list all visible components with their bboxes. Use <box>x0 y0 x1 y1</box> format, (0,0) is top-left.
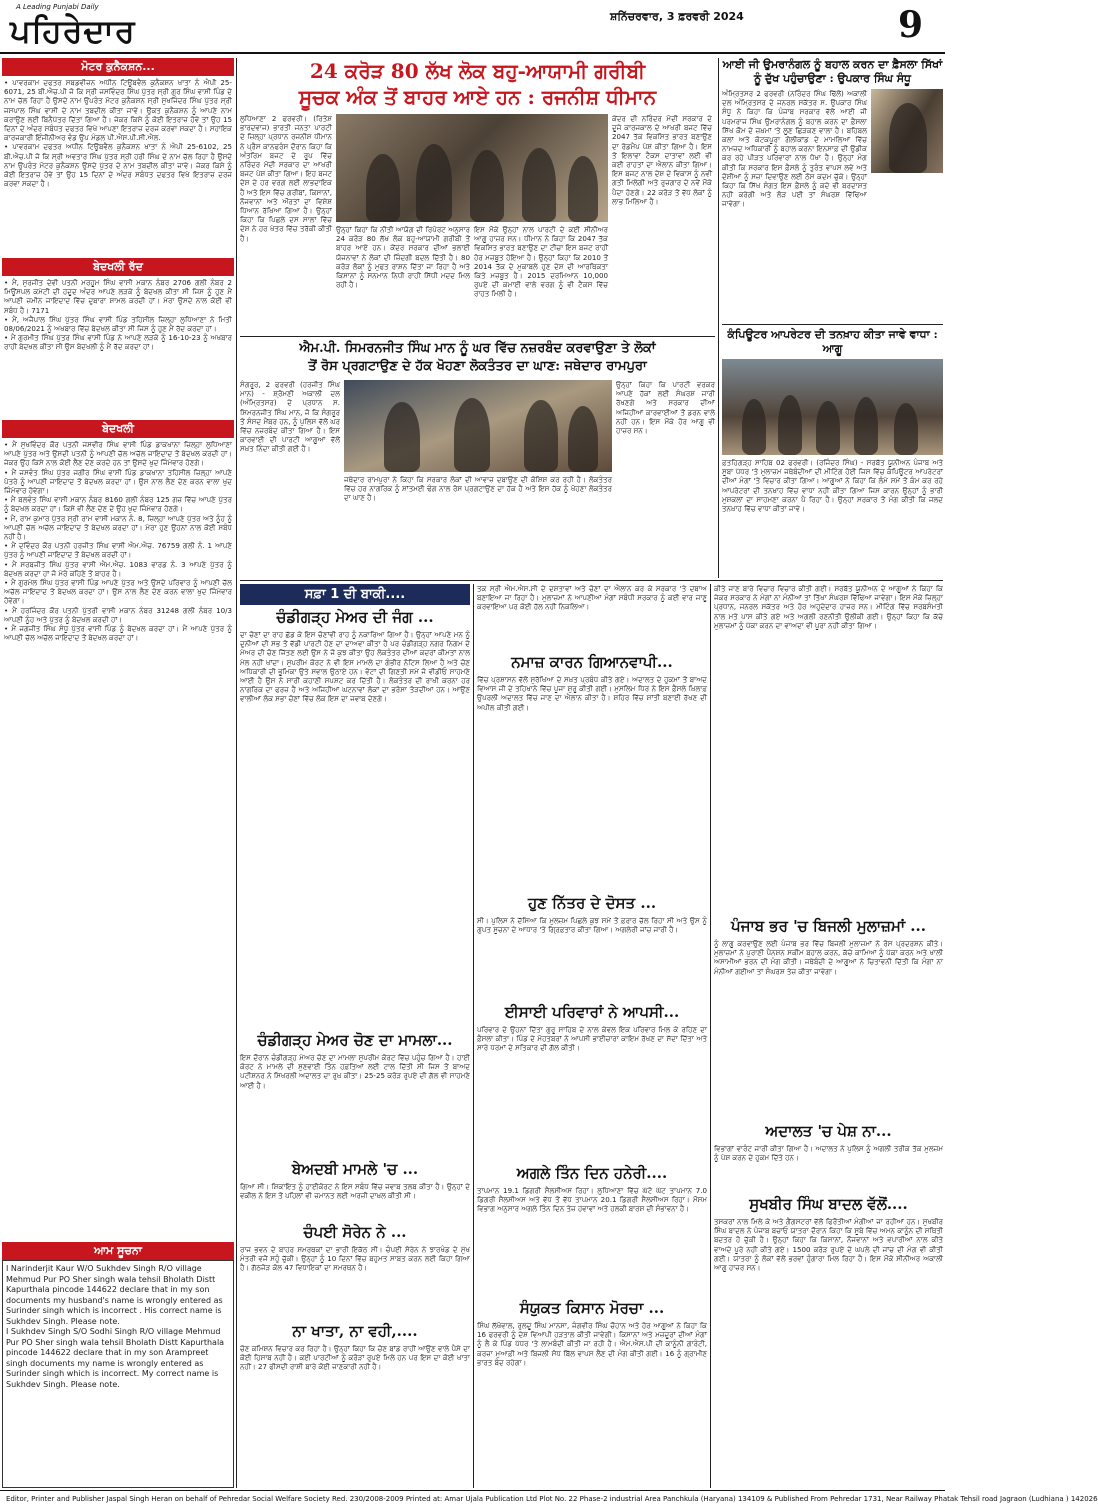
divider <box>240 580 943 581</box>
cont-skm-body: ਸਿੰਘ ਲੱਖੋਵਾਲ, ਰੁਲਦੂ ਸਿੰਘ ਮਾਨਸਾ, ਜੰਗਵੀਰ ਸਿੰਘ ਚੌਹਾਨ ਅਤੇ ਹੋਰ ਆਗੂਆਂ ਨੇ ਕਿਹਾ ਕਿ 16 ਫਰਵਰੀ ਨੂੰ ਦੇਸ਼ ਵਿਆਪੀ ਹੜਤਾਲ ਕੀਤੀ ਜਾਵੇਗੀ। ਕਿਸਾਨਾਂ ਅਤੇ ਮਜ਼ਦੂਰਾਂ ਦੀਆਂ ਮੰਗਾਂ ਨੂੰ ਲੈ ਕੇ ਪਿੰਡ ਪੱਧਰ 'ਤੇ ਲਾਮਬੰਦੀ ਕੀਤੀ ਜਾ ਰਹੀ ਹੈ। ਐਮ.ਐਸ.ਪੀ ਦੀ ਕਾਨੂੰਨੀ ਗਾਰੰਟੀ, ਕਰਜ਼ਾ ਮੁਆਫ਼ੀ ਅਤੇ ਬਿਜਲੀ ਸੋਧ ਬਿੱਲ ਵਾਪਸ ਲੈਣ ਦੀ ਮੰਗ ਕੀਤੀ ਗਈ। 16 ਨੂੰ ਗ੍ਰਾਮੀਣ ਭਾਰਤ ਬੰਦ ਰਹੇਗਾ। <box>477 1321 707 1367</box>
cont-weather-body: ਤਾਪਮਾਨ 19.1 ਡਿਗਰੀ ਸੈਲਸੀਅਸ ਰਿਹਾ। ਲੁਧਿਆਣਾ ਵਿੱਚ ਘੱਟੋ ਘੱਟ ਤਾਪਮਾਨ 7.0 ਡਿਗਰੀ ਸੈਲਸੀਅਸ ਅਤੇ ਵੱਧ ਤੋਂ ਵੱਧ ਤਾਪਮਾਨ 20.1 ਡਿਗਰੀ ਸੈਲਸੀਅਸ ਰਿਹਾ। ਮੌਸਮ ਵਿਭਾਗ ਅਨੁਸਾਰ ਅਗਲੇ ਤਿੰਨ ਦਿਨ ਤੇਜ਼ ਹਵਾਵਾਂ ਅਤੇ ਹਲਕੀ ਬਾਰਸ਼ ਦੀ ਸੰਭਾਵਨਾ ਹੈ। <box>477 1186 707 1214</box>
continued-middle <box>477 584 707 1488</box>
cont-champai-body: ਰਾਜ ਭਵਨ ਦੇ ਬਾਹਰ ਸਮਰਥਕਾਂ ਦਾ ਭਾਰੀ ਇਕੱਠ ਸੀ। ਚੰਪਈ ਸੋਰੇਨ ਨੇ ਝਾਰਖੰਡ ਦੇ ਮੁੱਖ ਮੰਤਰੀ ਵਜੋਂ ਸਹੁੰ ਚੁੱਕੀ। ਉਨ੍ਹਾਂ ਨੂੰ 10 ਦਿਨਾਂ ਵਿੱਚ ਬਹੁਮਤ ਸਾਬਤ ਕਰਨ ਲਈ ਕਿਹਾ ਗਿਆ ਹੈ। ਗੱਠਜੋੜ ਕੋਲ 47 ਵਿਧਾਇਕਾਂ ਦਾ ਸਮਰਥਨ ਹੈ। <box>240 1245 470 1273</box>
dateline: ਸ਼ਨਿੱਚਰਵਾਰ, 3 ਫ਼ਰਵਰੀ 2024 <box>610 10 744 23</box>
cont-sukhbir-body: ਤਸਕਰਾਂ ਨਾਲ ਮਿਲੇ ਕੇ ਅਤੇ ਗੈਂਗਸਟਰਾਂ ਵੱਲੋਂ ਫਿਰੌਤੀਆਂ ਮੰਗੀਆਂ ਜਾ ਰਹੀਆਂ ਹਨ। ਸੁਖਬੀਰ ਸਿੰਘ ਬਾਦਲ ਨੇ ਪੰਜਾਬ ਬਚਾਓ ਯਾਤਰਾ ਦੌਰਾਨ ਕਿਹਾ ਕਿ ਸੂਬੇ ਵਿੱਚ ਅਮਨ ਕਾਨੂੰਨ ਦੀ ਸਥਿਤੀ ਬਦਤਰ ਹੋ ਚੁੱਕੀ ਹੈ। ਉਨ੍ਹਾਂ ਕਿਹਾ ਕਿ ਕਿਸਾਨਾਂ, ਨੌਜਵਾਨਾਂ ਅਤੇ ਵਪਾਰੀਆਂ ਨਾਲ ਕੀਤੇ ਵਾਅਦੇ ਪੂਰੇ ਨਹੀਂ ਕੀਤੇ ਗਏ। 1500 ਕਰੋੜ ਰੁਪਏ ਦੇ ਘਪਲੇ ਦੀ ਜਾਂਚ ਦੀ ਮੰਗ ਵੀ ਕੀਤੀ ਗਈ। ਯਾਤਰਾ ਨੂੰ ਲੋਕਾਂ ਵੱਲੋਂ ਭਰਵਾਂ ਹੁੰਗਾਰਾ ਮਿਲ ਰਿਹਾ ਹੈ। ਇਸ ਮੌਕੇ ਸੀਨੀਅਰ ਅਕਾਲੀ ਆਗੂ ਹਾਜ਼ਰ ਸਨ। <box>714 1217 943 1273</box>
operator-body: ਫ਼ਤਹਿਗੜ੍ਹ ਸਾਹਿਬ 02 ਫਰਵਰੀ। (ਰਜਿੰਦਰ ਸਿੰਘ) - ਸਰਬੱਤ ਯੂਨੀਅਨ ਪੰਜਾਬ ਅਤੇ ਸੂਬਾ ਪੱਧਰ 'ਤੇ ਮੁਲਾਜ਼ਮ ਜਥੇਬੰਦੀਆਂ ਦੀ ਮੀਟਿੰਗ ਹੋਈ ਜਿਸ ਵਿੱਚ ਕੰਪਿਊਟਰ ਆਪਰੇਟਰਾਂ ਦੀਆਂ ਮੰਗਾਂ 'ਤੇ ਵਿਚਾਰ ਕੀਤਾ ਗਿਆ। ਆਗੂਆਂ ਨੇ ਕਿਹਾ ਕਿ ਲੰਮੇ ਸਮੇਂ ਤੋਂ ਕੰਮ ਕਰ ਰਹੇ ਆਪਰੇਟਰਾਂ ਦੀ ਤਨਖ਼ਾਹ ਵਿੱਚ ਵਾਧਾ ਨਹੀਂ ਕੀਤਾ ਗਿਆ ਜਿਸ ਕਾਰਨ ਉਨ੍ਹਾਂ ਨੂੰ ਭਾਰੀ ਮੁਸ਼ਕਲਾਂ ਦਾ ਸਾਹਮਣਾ ਕਰਨਾ ਪੈ ਰਿਹਾ ਹੈ। ਉਨ੍ਹਾਂ ਸਰਕਾਰ ਤੋਂ ਮੰਗ ਕੀਤੀ ਕਿ ਜਲਦ ਤਨਖ਼ਾਹ ਵਿੱਚ ਵਾਧਾ ਕੀਤਾ ਜਾਵੇ। <box>722 458 943 514</box>
story2-body-col1: ਸੰਗਰੂਰ, 2 ਫਰਵਰੀ (ਹਰਜੀਤ ਸਿੰਘ ਮਾਨ) - ਸ਼੍ਰੋਮਣੀ ਅਕਾਲੀ ਦਲ (ਅੰਮ੍ਰਿਤਸਰ) ਦੇ ਪ੍ਰਧਾਨ ਸ. ਸਿਮਰਨਜੀਤ ਸਿੰਘ ਮਾਨ, ਜੋ ਕਿ ਸੰਗਰੂਰ ਤੋਂ ਸੰਸਦ ਮੈਂਬਰ ਹਨ, ਨੂੰ ਪੁਲਿਸ ਵੱਲੋਂ ਘਰ ਵਿੱਚ ਨਜ਼ਰਬੰਦ ਕੀਤਾ ਗਿਆ ਹੈ। ਇਸ ਕਾਰਵਾਈ ਦੀ ਪਾਰਟੀ ਆਗੂਆਂ ਵੱਲੋਂ ਸਖ਼ਤ ਨਿੰਦਾ ਕੀਤੀ ਗਈ ਹੈ। <box>240 380 340 454</box>
section-title-eviction-cancelled: ਬੇਦਖਲੀ ਰੱਦ <box>2 258 234 276</box>
story2-photo <box>344 380 612 472</box>
column-divider <box>473 584 474 1488</box>
left-classifieds-column <box>2 58 234 1488</box>
lead-story <box>240 58 715 334</box>
cont-mayor-election-body: ਇਸ ਦੌਰਾਨ ਚੰਡੀਗੜ੍ਹ ਮੇਅਰ ਚੋਣ ਦਾ ਮਾਮਲਾ ਸੁਪਰੀਮ ਕੋਰਟ ਵਿੱਚ ਪਹੁੰਚ ਗਿਆ ਹੈ। ਹਾਈ ਕੋਰਟ ਨੇ ਮਾਮਲੇ ਦੀ ਸੁਣਵਾਈ ਤਿੰਨ ਹਫ਼ਤਿਆਂ ਲਈ ਟਾਲ ਦਿੱਤੀ ਸੀ ਜਿਸ ਤੋਂ ਬਾਅਦ ਪਟੀਸ਼ਨਰ ਨੇ ਸਿਖਰਲੀ ਅਦਾਲਤ ਦਾ ਰੁਖ਼ ਕੀਤਾ। 25-25 ਕਰੋੜ ਰੁਪਏ ਦੀ ਗੱਲ ਵੀ ਸਾਹਮਣੇ ਆਈ ਹੈ। <box>240 1053 470 1090</box>
column-divider <box>718 58 719 578</box>
cont-christian-body: ਪਰਿਵਾਰ ਦੇ ਉਹਨਾਂ ਦਿੱਤਾ ਗੁਰੂ ਸਾਹਿਬ ਦੇ ਨਾਲ ਕੇਵਲ ਇਕ ਪਰਿਵਾਰ ਮਿਲ ਕੇ ਰਹਿਣ ਦਾ ਫ਼ੈਸਲਾ ਕੀਤਾ। ਪਿੰਡ ਦੇ ਮੋਹਤਬਰਾਂ ਨੇ ਆਪਸੀ ਭਾਈਚਾਰਾ ਕਾਇਮ ਰੱਖਣ ਦਾ ਸੱਦਾ ਦਿੱਤਾ ਅਤੇ ਸਾਰੇ ਧਰਮਾਂ ਦੇ ਸਤਿਕਾਰ ਦੀ ਗੱਲ ਕੀਤੀ। <box>477 1025 707 1053</box>
masthead <box>0 0 945 54</box>
lead-headline-line2: ਸੂਚਕ ਅੰਕ ਤੋਂ ਬਾਹਰ ਆਏ ਹਨ : ਰਜਨੀਸ਼ ਧੀਮਾਨ <box>298 85 657 109</box>
cont-skm-title: ਸੰਯੁਕਤ ਕਿਸਾਨ ਮੋਰਚਾ ... <box>519 1299 665 1317</box>
cont-mayor-election-title: ਚੰਡੀਗੜ੍ਹ ਮੇਅਰ ਚੋਣ ਦਾ ਮਾਮਲਾ... <box>257 1031 453 1049</box>
protest-photo <box>722 359 943 455</box>
lead-headline-line1: 24 ਕਰੋੜ 80 ਲੱਖ ਲੋਕ ਬਹੁ-ਆਯਾਮੀ ਗਰੀਬੀ <box>309 59 646 83</box>
lead-body-col3: ਇਸ ਮੌਕੇ ਉਨ੍ਹਾਂ ਨਾਲ ਪਾਰਟੀ ਦੇ ਕਈ ਸੀਨੀਅਰ ਆਗੂ ਹਾਜ਼ਰ ਸਨ। ਧੀਮਾਨ ਨੇ ਕਿਹਾ ਕਿ 2047 ਤੱਕ ਵਿਕਸਿਤ ਭਾਰਤ ਬਣਾਉਣ ਦਾ ਟੀਚਾ ਇਸ ਬਜਟ ਰਾਹੀਂ ਹੋਰ ਮਜ਼ਬੂਤ ਹੋਇਆ ਹੈ। ਉਨ੍ਹਾਂ ਕਿਹਾ ਕਿ 2010 ਤੋਂ 2014 ਤੱਕ ਦੇ ਮੁਕਾਬਲੇ ਹੁਣ ਦੇਸ਼ ਦੀ ਆਰਥਿਕਤਾ ਕਿਤੇ ਮਜ਼ਬੂਤ ਹੈ। 2015 ਦਰਮਿਆਨ 10,000 ਰੁਪਏ ਦੀ ਕਮਾਈ ਵਾਲੇ ਵਰਗ ਨੂੰ ਵੀ ਟੈਕਸ ਵਿੱਚ ਰਾਹਤ ਮਿਲੀ ਹੈ। <box>474 225 608 299</box>
umranangal-body: ਅੰਮ੍ਰਿਤਸਰ 2 ਫਰਵਰੀ (ਨਰਿੰਦਰ ਸਿੰਘ ਢਿੱਲੋਂ) ਅਕਾਲੀ ਦਲ ਅੰਮ੍ਰਿਤਸਰ ਦੇ ਜਨਰਲ ਸਕੱਤਰ ਸ. ਉਪਕਾਰ ਸਿੰਘ ਸੰਧੂ ਨੇ ਕਿਹਾ ਕਿ ਪੰਜਾਬ ਸਰਕਾਰ ਵੱਲੋਂ ਆਈ ਜੀ ਪਰਮਰਾਜ ਸਿੰਘ ਉਮਰਾਨੰਗਲ ਨੂੰ ਬਹਾਲ ਕਰਨ ਦਾ ਫ਼ੈਸਲਾ ਸਿੱਖ ਕੌਮ ਦੇ ਜ਼ਖ਼ਮਾਂ 'ਤੇ ਲੂਣ ਛਿੜਕਣ ਵਾਲਾ ਹੈ। ਬਹਿਬਲ ਕਲਾਂ ਅਤੇ ਕੋਟਕਪੂਰਾ ਗੋਲੀਕਾਂਡ ਦੇ ਮਾਮਲਿਆਂ ਵਿੱਚ ਨਾਮਜ਼ਦ ਅਧਿਕਾਰੀ ਨੂੰ ਬਹਾਲ ਕਰਨਾ ਇਨਸਾਫ਼ ਦੀ ਉਡੀਕ ਕਰ ਰਹੇ ਪੀੜਤ ਪਰਿਵਾਰਾਂ ਨਾਲ ਧੋਖਾ ਹੈ। ਉਨ੍ਹਾਂ ਮੰਗ ਕੀਤੀ ਕਿ ਸਰਕਾਰ ਇਸ ਫ਼ੈਸਲੇ ਨੂੰ ਤੁਰੰਤ ਵਾਪਸ ਲਵੇ ਅਤੇ ਦੋਸ਼ੀਆਂ ਨੂੰ ਸਜ਼ਾ ਦਿਵਾਉਣ ਲਈ ਠੋਸ ਕਦਮ ਚੁੱਕੇ। ਉਨ੍ਹਾਂ ਕਿਹਾ ਕਿ ਸਿੱਖ ਸੰਗਤ ਇਸ ਫ਼ੈਸਲੇ ਨੂੰ ਕਦੇ ਵੀ ਬਰਦਾਸ਼ਤ ਨਹੀਂ ਕਰੇਗੀ ਅਤੇ ਲੋੜ ਪਈ ਤਾਂ ਸੰਘਰਸ਼ ਵਿੱਢਿਆ ਜਾਵੇਗਾ। <box>722 89 867 209</box>
cont-electoral-title: ਨਾ ਖਾਤਾ, ਨਾ ਵਹੀ,.... <box>292 1322 418 1340</box>
logo-tagline: A Leading Punjabi Daily <box>16 3 99 11</box>
cont-union-body: ਕੀਤੇ ਜਾਣ ਬਾਰੇ ਵਿਚਾਰ ਵਿਚਾਰ ਕੀਤੀ ਗਈ। ਸਰਬੱਤ ਯੂਨੀਅਨ ਦੇ ਆਗੂਆਂ ਨੇ ਕਿਹਾ ਕਿ ਜੇਕਰ ਸਰਕਾਰ ਨੇ ਮੰਗਾਂ ਨਾ ਮੰਨੀਆਂ ਤਾਂ ਤਿੱਖਾ ਸੰਘਰਸ਼ ਵਿੱਢਿਆ ਜਾਵੇਗਾ। ਇਸ ਮੌਕੇ ਜ਼ਿਲ੍ਹਾ ਪ੍ਰਧਾਨ, ਜਨਰਲ ਸਕੱਤਰ ਅਤੇ ਹੋਰ ਅਹੁਦੇਦਾਰ ਹਾਜ਼ਰ ਸਨ। ਮੀਟਿੰਗ ਵਿੱਚ ਸਰਬਸੰਮਤੀ ਨਾਲ ਮਤੇ ਪਾਸ ਕੀਤੇ ਗਏ ਅਤੇ ਅਗਲੀ ਰਣਨੀਤੀ ਉਲੀਕੀ ਗਈ। ਉਨ੍ਹਾਂ ਕਿਹਾ ਕਿ ਕੱਚੇ ਮੁਲਾਜ਼ਮਾਂ ਨੂੰ ਪੱਕਾ ਕਰਨ ਦਾ ਵਾਅਦਾ ਵੀ ਪੂਰਾ ਨਹੀਂ ਕੀਤਾ ਗਿਆ। <box>714 584 943 630</box>
cont-sacrilege-body: ਗਿਆ ਸੀ। ਸ਼ਿਕਾਇਤ ਨੂੰ ਹਾਈਕੋਰਟ ਨੇ ਇਸ ਸਬੰਧ ਵਿੱਚ ਜਵਾਬ ਤਲਬ ਕੀਤਾ ਹੈ। ਉਨ੍ਹਾਂ ਦੇ ਵਕੀਲ ਨੇ ਇਸ ਤੋਂ ਪਹਿਲਾਂ ਵੀ ਜ਼ਮਾਨਤ ਲਈ ਅਰਜ਼ੀ ਦਾਖ਼ਲ ਕੀਤੀ ਸੀ। <box>240 1182 470 1201</box>
umranangal-headline: ਆਈ ਜੀ ਉਮਰਾਨੰਗਲ ਨੂੰ ਬਹਾਲ ਕਰਨ ਦਾ ਫ਼ੈਸਲਾ ਸਿੱਖਾਂ ਨੂੰ ਦੁੱਖ ਪਹੁੰਚਾਉਣਾ : ਉਪਕਾਰ ਸਿੰਘ ਸੰਧੂ <box>722 58 943 85</box>
operator-headline: ਕੰਪਿਊਟਰ ਆਪਰੇਟਰ ਦੀ ਤਨਖ਼ਾਹ ਕੀਤਾ ਜਾਵੇ ਵਾਧਾ : ਆਗੂ <box>727 328 938 355</box>
cont-chandigarh-mayor-body: ਦਾ ਚੋਣਾਂ ਦਾ ਰਾਹ ਛੱਡ ਕੇ ਇਸ ਚੋਣਾਂਵੀ ਰਾਹ ਨੂੰ ਨਕਾਰਿਆ ਗਿਆ ਹੈ। ਉਨ੍ਹਾਂ ਆਪਣੇ ਮਨ ਨੂੰ ਦੁਨੀਆਂ ਦੀ ਸਭ ਤੋਂ ਵੱਡੀ ਪਾਰਟੀ ਹੋਣ ਦਾ ਦਾਅਵਾ ਕੀਤਾ ਹੈ ਪਰ ਚੰਡੀਗੜ੍ਹ ਨਗਰ ਨਿਗਮ ਦੇ ਮੇਅਰ ਦੀ ਚੋਣ ਜਿੱਤਣ ਲਈ ਉਸ ਨੇ ਜੋ ਕੁਝ ਕੀਤਾ ਉਹ ਲੋਕਤੰਤਰ ਦੀਆਂ ਕਦਰਾਂ ਕੀਮਤਾਂ ਨਾਲ ਮੇਲ ਨਹੀਂ ਖਾਂਦਾ। ਸੁਪਰੀਮ ਕੋਰਟ ਨੇ ਵੀ ਇਸ ਮਾਮਲੇ ਦਾ ਗੰਭੀਰ ਨੋਟਿਸ ਲਿਆ ਹੈ ਅਤੇ ਚੋਣ ਅਧਿਕਾਰੀ ਦੀ ਭੂਮਿਕਾ ਉਤੇ ਸਵਾਲ ਉਠਾਏ ਹਨ। ਵੋਟਾਂ ਦੀ ਗਿਣਤੀ ਸਮੇਂ ਜੋ ਵੀਡੀਓ ਸਾਹਮਣੇ ਆਈ ਹੈ ਉਸ ਨੇ ਸਾਰੀ ਕਹਾਣੀ ਸਪਸ਼ਟ ਕਰ ਦਿੱਤੀ ਹੈ। ਲੋਕਤੰਤਰ ਦੀ ਰਾਖੀ ਕਰਨਾ ਹਰ ਨਾਗਰਿਕ ਦਾ ਫਰਜ਼ ਹੈ ਅਤੇ ਅਜਿਹੀਆਂ ਘਟਨਾਵਾਂ ਲੋਕਾਂ ਦਾ ਭਰੋਸਾ ਤੋੜਦੀਆਂ ਹਨ। ਆਉਣ ਵਾਲੀਆਂ ਲੋਕ ਸਭਾ ਚੋਣਾਂ ਵਿੱਚ ਲੋਕ ਇਸ ਦਾ ਜਵਾਬ ਦੇਣਗੇ। <box>240 630 470 704</box>
cont-gyanvapi-title: ਨਮਾਜ਼ ਕਾਰਨ ਗਿਆਨਵਾਪੀ... <box>511 653 673 671</box>
cont-sacrilege-title: ਬੇਅਦਬੀ ਮਾਮਲੇ 'ਚ ... <box>291 1160 419 1178</box>
story-mann-detention <box>240 340 715 578</box>
column-divider <box>236 58 237 1488</box>
section-title-eviction: ਬੇਦਖਲੀ <box>2 420 234 438</box>
cont-gyanvapi-body: ਵਿੱਚ ਪ੍ਰਸ਼ਾਸਨ ਵੱਲੋਂ ਸੁਰੱਖਿਆ ਦੇ ਸਖ਼ਤ ਪ੍ਰਬੰਧ ਕੀਤੇ ਗਏ। ਅਦਾਲਤ ਦੇ ਹੁਕਮਾਂ ਤੋਂ ਬਾਅਦ ਵਿਆਸ ਜੀ ਦੇ ਤਹਿਖਾਨੇ ਵਿੱਚ ਪੂਜਾ ਸ਼ੁਰੂ ਕੀਤੀ ਗਈ। ਮੁਸਲਿਮ ਧਿਰ ਨੇ ਇਸ ਫ਼ੈਸਲੇ ਖ਼ਿਲਾਫ਼ ਉਪਰਲੀ ਅਦਾਲਤ ਵਿੱਚ ਜਾਣ ਦਾ ਐਲਾਨ ਕੀਤਾ ਹੈ। ਸ਼ਹਿਰ ਵਿੱਚ ਸ਼ਾਂਤੀ ਬਣਾਈ ਰੱਖਣ ਦੀ ਅਪੀਲ ਕੀਤੀ ਗਈ। <box>477 675 707 712</box>
story2-headline-line2: ਤੋਂ ਰੋਸ ਪ੍ਰਗਟਾਉਣ ਦੇ ਹੱਕ ਖੋਹਣਾ ਲੋਕਤੰਤਰ ਦਾ ਘਾਣ: ਜਥੇਦਾਰ ਰਾਮਪੁਰਾ <box>308 359 647 374</box>
continued-banner: ਸਫ਼ਾ 1 ਦੀ ਬਾਕੀ.... <box>240 584 470 605</box>
divider <box>240 336 715 337</box>
cont-court-title: ਅਦਾਲਤ 'ਚ ਪੇਸ਼ ਨਾ... <box>765 1122 892 1140</box>
lead-body-col4: ਕੇਂਦਰ ਦੀ ਨਰਿੰਦਰ ਮੋਦੀ ਸਰਕਾਰ ਦੇ ਦੂਜੇ ਕਾਰਜਕਾਲ ਦੇ ਆਖਰੀ ਬਜਟ ਵਿੱਚ 2047 ਤੱਕ ਵਿਕਸਿਤ ਭਾਰਤ ਬਣਾਉਣ ਦਾ ਰੋਡਮੈਪ ਪੇਸ਼ ਕੀਤਾ ਗਿਆ ਹੈ। ਇਸ ਤੋਂ ਇਲਾਵਾ ਟੈਕਸ ਦਾਤਾਵਾਂ ਲਈ ਵੀ ਕਈ ਰਾਹਤਾਂ ਦਾ ਐਲਾਨ ਕੀਤਾ ਗਿਆ। ਇਸ ਬਜਟ ਨਾਲ ਦੇਸ਼ ਦੇ ਵਿਕਾਸ ਨੂੰ ਨਵੀਂ ਗਤੀ ਮਿਲੇਗੀ ਅਤੇ ਰੁਜ਼ਗਾਰ ਦੇ ਨਵੇਂ ਮੌਕੇ ਪੈਦਾ ਹੋਣਗੇ। 22 ਕਰੋੜ ਤੋਂ ਵੱਧ ਲੋਕਾਂ ਨੂੰ ਲਾਭ ਮਿਲਿਆ ਹੈ। <box>612 114 712 206</box>
cont-chandigarh-mayor-title: ਚੰਡੀਗੜ੍ਹ ਮੇਅਰ ਦੀ ਜੰਗ ... <box>276 608 434 626</box>
story2-body-col3: ਉਨ੍ਹਾਂ ਕਿਹਾ ਕਿ ਪਾਰਟੀ ਵਰਕਰ ਆਪਣੇ ਹੱਕਾਂ ਲਈ ਸੰਘਰਸ਼ ਜਾਰੀ ਰੱਖਣਗੇ ਅਤੇ ਸਰਕਾਰ ਦੀਆਂ ਅਜਿਹੀਆਂ ਕਾਰਵਾਈਆਂ ਤੋਂ ਡਰਨ ਵਾਲੇ ਨਹੀਂ ਹਨ। ਇਸ ਮੌਕੇ ਹੋਰ ਆਗੂ ਵੀ ਹਾਜ਼ਰ ਸਨ। <box>616 380 715 436</box>
newspaper-logo <box>4 2 214 50</box>
story2-headline-line1: ਐਮ.ਪੀ. ਸਿਮਰਨਜੀਤ ਸਿੰਘ ਮਾਨ ਨੂੰ ਘਰ ਵਿੱਚ ਨਜ਼ਰਬੰਦ ਕਰਵਾਉਣਾ ਤੇ ਲੋਕਾਂ <box>299 341 656 356</box>
cont-weather-title: ਅਗਲੇ ਤਿੰਨ ਦਿਨ ਹਨੇਰੀ.... <box>516 1164 668 1182</box>
continued-right <box>714 584 943 1488</box>
lead-photo <box>336 114 608 222</box>
imprint-footer: Editor, Printer and Publisher Jaspal Singh Heran on behalf of Pehredar Social Welfare Society Red. 230/2008-2009 Printed at: Amar Ujala Publication Ltd Plot No. 22 Phase-2 industrial Area Panchkula (Haryana) 134109 & Published From Pehredar 1731, Near Railway Phatak Tehsil road Jagraon (Ludhiana ) 142026 <box>0 1490 945 1507</box>
continued-left <box>240 584 470 1488</box>
cont-employees-body: ਤਕ ਸ੍ਰੀ ਐਮ.ਐਸ.ਸੀ ਦੇ ਦਸ਼ਤਾਵਾਂ ਅਤੇ ਚੋਣਾਂ ਦਾ ਐਲਾਨ ਕਰ ਕੇ ਸਰਕਾਰ 'ਤੇ ਦਬਾਅ ਬਣਾਇਆ ਜਾ ਰਿਹਾ ਹੈ। ਮੁਲਾਜ਼ਮਾਂ ਨੇ ਆਪਣੀਆਂ ਮੰਗਾਂ ਸਬੰਧੀ ਸਰਕਾਰ ਨੂੰ ਕਈ ਵਾਰ ਜਾਣੂ ਕਰਵਾਇਆ ਪਰ ਕੋਈ ਹੱਲ ਨਹੀਂ ਨਿਕਲਿਆ। <box>477 584 707 612</box>
cont-champai-title: ਚੰਪਈ ਸੋਰੇਨ ਨੇ ... <box>303 1223 407 1241</box>
cont-court-body: ਵਿਭਾਗਾਂ ਵਾਰੰਟ ਜਾਰੀ ਕੀਤਾ ਗਿਆ ਹੈ। ਅਦਾਲਤ ਨੇ ਪੁਲਿਸ ਨੂੰ ਅਗਲੀ ਤਰੀਕ ਤੱਕ ਮੁਲਜ਼ਮ ਨੂੰ ਪੇਸ਼ ਕਰਨ ਦੇ ਹੁਕਮ ਦਿੱਤੇ ਹਨ। <box>714 1144 943 1163</box>
lead-body-col1: ਲੁਧਿਆਣਾ 2 ਫਰਵਰੀ। (ਰਿਤੇਸ਼ ਭਾਰਦਵਾਜ) ਭਾਰਤੀ ਜਨਤਾ ਪਾਰਟੀ ਦੇ ਜ਼ਿਲ੍ਹਾ ਪ੍ਰਧਾਨ ਰਜਨੀਸ਼ ਧੀਮਾਨ ਨੇ ਪ੍ਰੈਸ ਕਾਨਫਰੰਸ ਦੌਰਾਨ ਕਿਹਾ ਕਿ ਅੰਤਰਿਮ ਬਜਟ ਦੇ ਰੂਪ ਵਿੱਚ ਨਰਿੰਦਰ ਮੋਦੀ ਸਰਕਾਰ ਦਾ ਆਖਰੀ ਬਜਟ ਪੇਸ਼ ਕੀਤਾ ਗਿਆ। ਇਹ ਬਜਟ ਦੇਸ਼ ਦੇ ਹਰ ਵਰਗ ਲਈ ਲਾਭਦਾਇਕ ਹੈ ਅਤੇ ਇਸ ਵਿੱਚ ਗਰੀਬਾਂ, ਕਿਸਾਨਾਂ, ਨੌਜਵਾਨਾਂ ਅਤੇ ਔਰਤਾਂ ਦਾ ਵਿਸ਼ੇਸ਼ ਧਿਆਨ ਰੱਖਿਆ ਗਿਆ ਹੈ। ਉਨ੍ਹਾਂ ਕਿਹਾ ਕਿ ਪਿਛਲੇ ਦਸ ਸਾਲਾਂ ਵਿੱਚ ਦੇਸ਼ ਨੇ ਹਰ ਖੇਤਰ ਵਿੱਚ ਤਰੱਕੀ ਕੀਤੀ ਹੈ। <box>240 114 332 243</box>
section-title-public-notice: ਆਮ ਸੂਚਨਾ <box>2 1242 234 1260</box>
cont-christian-title: ਈਸਾਈ ਪਰਿਵਾਰਾਂ ਨੇ ਆਪਸੀ... <box>504 1003 680 1021</box>
section-title-motor-connection: ਮੋਟਰ ਕੁਨੈਕਸ਼ਨ... <box>2 58 234 76</box>
motor-connection-body: • ਪਾਵਰਕਾਮ ਦਫਤਰ ਸਬਡਵੀਜ਼ਨ ਅਧੀਨ ਟਿਊਬਵੈਲ ਕੁਨੈਕਸ਼ਨ ਖਾਤਾ ਨੰ ਐਪੀ 25-6071, 25 ਬੀ.ਐਚ.ਪੀ ਜੋ ਕਿ ਸ੍ਰੀ ਜਸਵਿੰਦਰ ਸਿੰਘ ਪੁੱਤਰ ਸ੍ਰੀ ਗੁਰ ਸਿੰਘ ਵਾਸੀ ਪਿੰਡ ਦੇ ਨਾਮ ਚੱਲ ਰਿਹਾ ਹੈ ਉਸਦੇ ਨਾਮ ਉਪਰੰਤ ਮੋਟਰ ਕੁਨੈਕਸ਼ਨ ਸ੍ਰੀ ਸੁਖਜਿੰਦਰ ਸਿੰਘ ਪੁੱਤਰ ਸ੍ਰੀ ਜਸਪਾਲ ਸਿੰਘ ਵਾਸੀ ਦੇ ਨਾਮ ਤਬਦੀਲ ਕੀਤਾ ਜਾਵੇ। ਉਕਤ ਕੁਨੈਕਸ਼ਨ ਨੂੰ ਆਪਣੇ ਨਾਮ ਕਰਾਉਣ ਲਈ ਬਿਨੈਪੱਤਰ ਦਿੱਤਾ ਗਿਆ ਹੈ। ਜੇਕਰ ਕਿਸੇ ਨੂੰ ਕੋਈ ਇਤਰਾਜ਼ ਹੋਵੇ ਤਾਂ ਉਹ 15 ਦਿਨਾਂ ਦੇ ਅੰਦਰ ਸਬੰਧਤ ਦਫਤਰ ਵਿਖੇ ਆਪਣਾ ਇਤਰਾਜ਼ ਦਰਜ ਕਰਵਾ ਸਕਦਾ ਹੈ। ਸਹਾਇਕ ਕਾਰਜਕਾਰੀ ਇੰਜੀਨੀਅਰ ਵੰਡ ਉਪ ਮੰਡਲ ਪੀ.ਐਸ.ਪੀ.ਸੀ.ਐਲ. • ਪਾਵਰਕਾਮ ਦਫਤਰ ਅਧੀਨ ਟਿਊਬਵੈਲ ਕੁਨੈਕਸ਼ਨ ਖਾਤਾ ਨੰ ਐਪੀ 25-6102, 25 ਬੀ.ਐਚ.ਪੀ ਜੋ ਕਿ ਸ੍ਰੀ ਅਵਤਾਰ ਸਿੰਘ ਪੁੱਤਰ ਸ੍ਰੀ ਹਰੀ ਸਿੰਘ ਦੇ ਨਾਮ ਚੱਲ ਰਿਹਾ ਹੈ ਉਸਦੇ ਨਾਮ ਉਪਰੰਤ ਮੋਟਰ ਕੁਨੈਕਸ਼ਨ ਉਸਦੇ ਪੁੱਤਰ ਦੇ ਨਾਮ ਤਬਦੀਲ ਕੀਤਾ ਜਾਵੇ। ਜੇਕਰ ਕਿਸੇ ਨੂੰ ਕੋਈ ਇਤਰਾਜ਼ ਹੋਵੇ ਤਾਂ ਉਹ 15 ਦਿਨਾਂ ਦੇ ਅੰਦਰ ਸਬੰਧਤ ਦਫਤਰ ਵਿਖੇ ਇਤਰਾਜ਼ ਦਰਜ ਕਰਵਾ ਸਕਦਾ ਹੈ। <box>4 78 232 189</box>
cont-sukhbir-title: ਸੁਖਬੀਰ ਸਿੰਘ ਬਾਦਲ ਵੱਲੋਂ.... <box>749 1195 908 1213</box>
eviction-cancelled-body: • ਮੈਂ, ਸੁਰਜੀਤ ਦੇਵੀ ਪਤਨੀ ਮਰਹੂਮ ਸਿੰਘ ਵਾਸੀ ਮਕਾਨ ਨੰਬਰ 2706 ਗਲੀ ਨੰਬਰ 2 ਮਿਊਂਸਪਲ ਕਮੇਟੀ ਦੀ ਹਦੂਦ ਅੰਦਰ ਆਪਣੇ ਲੜਕੇ ਨੂੰ ਬੇਦਖਲ ਕੀਤਾ ਸੀ ਜਿਸ ਨੂੰ ਹੁਣ ਮੈਂ ਆਪਣੀ ਜ਼ਮੀਨ ਜਾਇਦਾਦ ਵਿੱਚ ਦੁਬਾਰਾ ਸ਼ਾਮਲ ਕਰਦੀ ਹਾਂ। ਮੇਰਾ ਉਸਦੇ ਨਾਲ ਕੋਈ ਵੀ ਸਬੰਧ ਹੈ। 7171 • ਮੈਂ, ਅਜੈਪਾਲ ਸਿੰਘ ਪੁੱਤਰ ਸਿੰਘ ਵਾਸੀ ਪਿੰਡ ਤਹਿਸੀਲ ਜ਼ਿਲ੍ਹਾ ਲੁਧਿਆਣਾ ਨੇ ਮਿਤੀ 08/06/2021 ਨੂੰ ਅਖਬਾਰ ਵਿੱਚ ਬੇਦਖਲ ਕੀਤਾ ਸੀ ਜਿਸ ਨੂੰ ਹੁਣ ਮੈਂ ਰੱਦ ਕਰਦਾ ਹਾਂ। • ਮੈਂ ਗੁਰਮੀਤ ਸਿੰਘ ਪੁੱਤਰ ਸਿੰਘ ਵਾਸੀ ਪਿੰਡ ਨੇ ਆਪਣੇ ਲੜਕੇ ਨੂੰ 16-10-23 ਨੂੰ ਅਖਬਾਰ ਰਾਹੀਂ ਬੇਦਖਲ ਕੀਤਾ ਸੀ ਉਸ ਬੇਦਖਲੀ ਨੂੰ ਮੈਂ ਰੱਦ ਕਰਦਾ ਹਾਂ। <box>4 278 232 352</box>
cont-power-employees-title: ਪੰਜਾਬ ਭਰ 'ਚ ਬਿਜਲੀ ਮੁਲਾਜ਼ਮਾਂ ... <box>731 917 926 935</box>
cont-friends-title: ਹੁਣ ਨਿੱਤਰ ਦੇ ਦੋਸਤ ... <box>527 894 657 912</box>
cont-power-employees-body: ਨੂੰ ਲਾਗੂ ਕਰਵਾਉਣ ਲਈ ਪੰਜਾਬ ਭਰ ਵਿੱਚ ਬਿਜਲੀ ਮੁਲਾਜ਼ਮਾਂ ਨੇ ਰੋਸ ਪ੍ਰਦਰਸ਼ਨ ਕੀਤੇ। ਮੁਲਾਜ਼ਮਾਂ ਨੇ ਪੁਰਾਣੀ ਪੈਨਸ਼ਨ ਸਕੀਮ ਬਹਾਲ ਕਰਨ, ਕੱਚੇ ਕਾਮਿਆਂ ਨੂੰ ਪੱਕਾ ਕਰਨ ਅਤੇ ਖਾਲੀ ਅਸਾਮੀਆਂ ਭਰਨ ਦੀ ਮੰਗ ਕੀਤੀ। ਜਥੇਬੰਦੀ ਦੇ ਆਗੂਆਂ ਨੇ ਚਿਤਾਵਨੀ ਦਿੱਤੀ ਕਿ ਮੰਗਾਂ ਨਾ ਮੰਨੀਆਂ ਗਈਆਂ ਤਾਂ ਸੰਘਰਸ਼ ਤੇਜ਼ ਕੀਤਾ ਜਾਵੇਗਾ। <box>714 939 943 976</box>
lead-body-col2: ਉਨ੍ਹਾਂ ਕਿਹਾ ਕਿ ਨੀਤੀ ਆਯੋਗ ਦੀ ਰਿਪੋਰਟ ਅਨੁਸਾਰ 24 ਕਰੋੜ 80 ਲੱਖ ਲੋਕ ਬਹੁ-ਆਯਾਮੀ ਗਰੀਬੀ ਤੋਂ ਬਾਹਰ ਆਏ ਹਨ। ਕੇਂਦਰ ਸਰਕਾਰ ਦੀਆਂ ਭਲਾਈ ਯੋਜਨਾਵਾਂ ਨੇ ਲੋਕਾਂ ਦੀ ਜ਼ਿੰਦਗੀ ਬਦਲ ਦਿੱਤੀ ਹੈ। 80 ਕਰੋੜ ਲੋਕਾਂ ਨੂੰ ਮੁਫਤ ਰਾਸ਼ਨ ਦਿੱਤਾ ਜਾ ਰਿਹਾ ਹੈ ਅਤੇ ਕਿਸਾਨਾਂ ਨੂੰ ਸਨਮਾਨ ਨਿਧੀ ਰਾਹੀਂ ਸਿੱਧੀ ਮਦਦ ਮਿਲ ਰਹੀ ਹੈ। <box>336 225 470 290</box>
cont-friends-body: ਸੀ। ਪੁਲਿਸ ਨੇ ਦੱਸਿਆ ਕਿ ਮੁਲਜ਼ਮ ਪਿਛਲੇ ਕੁਝ ਸਮੇਂ ਤੋਂ ਫ਼ਰਾਰ ਚੱਲ ਰਿਹਾ ਸੀ ਅਤੇ ਉਸ ਨੂੰ ਗੁਪਤ ਸੂਚਨਾ ਦੇ ਆਧਾਰ 'ਤੇ ਗ੍ਰਿਫ਼ਤਾਰ ਕੀਤਾ ਗਿਆ। ਅਗਲੇਰੀ ਜਾਂਚ ਜਾਰੀ ਹੈ। <box>477 916 707 935</box>
page-number: 9 <box>898 4 924 46</box>
cont-electoral-body: ਚੋਣ ਕਮਿਸ਼ਨ ਵਿਚਾਰ ਕਰ ਰਿਹਾ ਹੈ। ਉਨ੍ਹਾਂ ਕਿਹਾ ਕਿ ਚੋਣ ਬਾਂਡ ਰਾਹੀਂ ਆਉਣ ਵਾਲੇ ਪੈਸੇ ਦਾ ਕੋਈ ਹਿਸਾਬ ਨਹੀਂ ਹੈ। ਕਈ ਪਾਰਟੀਆਂ ਨੂੰ ਕਰੋੜਾਂ ਰੁਪਏ ਮਿਲੇ ਹਨ ਪਰ ਇਸ ਦਾ ਕੋਈ ਖਾਤਾ ਨਹੀਂ। 27 ਫੀਸਦੀ ਰਾਸ਼ੀ ਬਾਰੇ ਕੋਈ ਜਾਣਕਾਰੀ ਨਹੀਂ ਹੈ। <box>240 1344 470 1372</box>
logo-text: ਪਹਿਰੇਦਾਰ <box>10 12 136 50</box>
sandhu-portrait <box>871 89 943 173</box>
column-divider <box>710 584 711 1488</box>
right-top-stories <box>722 58 943 578</box>
story2-body-col2: ਜਥੇਦਾਰ ਰਾਮਪੁਰਾ ਨੇ ਕਿਹਾ ਕਿ ਸਰਕਾਰ ਲੋਕਾਂ ਦੀ ਆਵਾਜ਼ ਦਬਾਉਣ ਦੀ ਕੋਸ਼ਿਸ਼ ਕਰ ਰਹੀ ਹੈ। ਲੋਕਤੰਤਰ ਵਿੱਚ ਹਰ ਨਾਗਰਿਕ ਨੂੰ ਸ਼ਾਂਤਮਈ ਢੰਗ ਨਾਲ ਰੋਸ ਪ੍ਰਗਟਾਉਣ ਦਾ ਹੱਕ ਹੈ ਅਤੇ ਇਸ ਹੱਕ ਨੂੰ ਖੋਹਣਾ ਲੋਕਤੰਤਰ ਦਾ ਘਾਣ ਹੈ। <box>344 475 612 503</box>
public-notice-body: I Narinderjit Kaur W/O Sukhdev Singh R/O village Mehmud Pur PO Sher singh wala tehsil Bholath Distt Kapurthala pincode 144622 declare that in my son documents my husband's name is wrongly entered as Surinder singh which is incorrect . His correct name is Sukhdev Singh. Please note. I Sukhdev Singh S/O Sodhi Singh R/O village Mehmud Pur PO Sher singh wala tehsil Bholath Distt Kapurthala pincode 144622 declare that in my son Arampreet singh documents my name is wrongly entered as Surinder singh which is incorrect. My correct name is Sukhdev Singh. Please note. <box>2 1260 234 1488</box>
eviction-body: • ਮੈਂ ਸੁਖਵਿੰਦਰ ਕੌਰ ਪਤਨੀ ਜਸਵੀਰ ਸਿੰਘ ਵਾਸੀ ਪਿੰਡ ਡਾਕਖਾਨਾ ਜ਼ਿਲ੍ਹਾ ਲੁਧਿਆਣਾ ਆਪਣੇ ਪੁੱਤਰ ਅਤੇ ਉਸਦੀ ਪਤਨੀ ਨੂੰ ਆਪਣੀ ਚੱਲ ਅਚੱਲ ਜਾਇਦਾਦ ਤੋਂ ਬੇਦਖਲ ਕਰਦੀ ਹਾਂ। ਜੇਕਰ ਉਹ ਕਿਸੇ ਨਾਲ ਕੋਈ ਲੈਣ ਦੇਣ ਕਰਦੇ ਹਨ ਤਾਂ ਉਸਦੇ ਖੁਦ ਜਿੰਮੇਵਾਰ ਹੋਣਗੇ। • ਮੈਂ ਜਸਵੰਤ ਸਿੰਘ ਪੁੱਤਰ ਜਗੀਰ ਸਿੰਘ ਵਾਸੀ ਪਿੰਡ ਡਾਕਖਾਨਾ ਤਹਿਸੀਲ ਜ਼ਿਲ੍ਹਾ ਆਪਣੇ ਪੋਤਰੇ ਨੂੰ ਆਪਣੀ ਜਾਇਦਾਦ ਤੋਂ ਬੇਦਖਲ ਕਰਦਾ ਹਾਂ। ਉਸ ਨਾਲ ਲੈਣ ਦੇਣ ਕਰਨ ਵਾਲਾ ਖੁਦ ਜਿੰਮੇਵਾਰ ਹੋਵੇਗਾ। • ਮੈਂ ਬਲਵੰਤ ਸਿੰਘ ਵਾਸੀ ਮਕਾਨ ਨੰਬਰ 8160 ਗਲੀ ਨੰਬਰ 125 ਗਜ਼ ਵਿੱਚ ਆਪਣੇ ਪੁੱਤਰ ਨੂੰ ਬੇਦਖਲ ਕਰਦਾ ਹਾਂ। ਕਿਸੇ ਵੀ ਲੈਣ ਦੇਣ ਦੇ ਉਹ ਖੁਦ ਜਿੰਮੇਵਾਰ ਹੋਣਗੇ। • ਮੈਂ, ਰਾਮ ਕੁਮਾਰ ਪੁੱਤਰ ਸ੍ਰੀ ਰਾਮ ਵਾਸੀ ਮਕਾਨ ਨੰ. 8, ਜ਼ਿਲ੍ਹਾ ਆਪਣੇ ਪੁੱਤਰ ਅਤੇ ਨੂੰਹ ਨੂੰ ਆਪਣੀ ਚੱਲ ਅਚੱਲ ਜਾਇਦਾਦ ਤੋਂ ਬੇਦਖਲ ਕਰਦਾ ਹਾਂ। ਮੇਰਾ ਹੁਣ ਉਹਨਾਂ ਨਾਲ ਕੋਈ ਸਬੰਧ ਨਹੀਂ ਹੈ। • ਮੈਂ ਦਵਿੰਦਰ ਕੌਰ ਪਤਨੀ ਹਰਜੀਤ ਸਿੰਘ ਵਾਸੀ ਐਮ.ਐਚ. 76759 ਗਲੀ ਨੰ. 1 ਆਪਣੇ ਪੁੱਤਰ ਨੂੰ ਆਪਣੀ ਜਾਇਦਾਦ ਤੋਂ ਬੇਦਖਲ ਕਰਦੀ ਹਾਂ। • ਮੈਂ ਸਰਬਜੀਤ ਸਿੰਘ ਪੁੱਤਰ ਵਾਸੀ ਐਮ.ਐਚ. 1083 ਵਾਰਡ ਨੰ. 3 ਆਪਣੇ ਪੁੱਤਰ ਨੂੰ ਬੇਦਖਲ ਕਰਦਾ ਹਾਂ ਜੋ ਮੇਰੇ ਕਹਿਣੇ ਤੋਂ ਬਾਹਰ ਹੈ। • ਮੈਂ ਗੁਰਮੇਲ ਸਿੰਘ ਪੁੱਤਰ ਵਾਸੀ ਪਿੰਡ ਆਪਣੇ ਪੁੱਤਰ ਅਤੇ ਉਸਦੇ ਪਰਿਵਾਰ ਨੂੰ ਆਪਣੀ ਚੱਲ ਅਚੱਲ ਜਾਇਦਾਦ ਤੋਂ ਬੇਦਖਲ ਕਰਦਾ ਹਾਂ। ਉਸ ਨਾਲ ਲੈਣ ਦੇਣ ਕਰਨ ਵਾਲਾ ਖੁਦ ਜਿੰਮੇਵਾਰ ਹੋਵੇਗਾ। • ਮੈਂ ਹਰਜਿੰਦਰ ਕੌਰ ਪਤਨੀ ਪੁੱਤਰੀ ਵਾਸੀ ਮਕਾਨ ਨੰਬਰ 31248 ਗਲੀ ਨੰਬਰ 10/3 ਆਪਣੀ ਨੂੰਹ ਅਤੇ ਪੁੱਤਰ ਨੂੰ ਬੇਦਖਲ ਕਰਦੀ ਹਾਂ। • ਮੈਂ ਜਗਜੀਤ ਸਿੰਘ ਸੰਧੂ ਪੁੱਤਰ ਵਾਸੀ ਪਿੰਡ ਨੂੰ ਬੇਦਖਲ ਕਰਦਾ ਹਾਂ। ਮੈਂ ਆਪਣੇ ਪੁੱਤਰ ਨੂੰ ਆਪਣੀ ਚੱਲ ਅਚੱਲ ਜਾਇਦਾਦ ਤੋਂ ਬੇਦਖਲ ਕਰਦਾ ਹਾਂ। <box>4 440 232 643</box>
